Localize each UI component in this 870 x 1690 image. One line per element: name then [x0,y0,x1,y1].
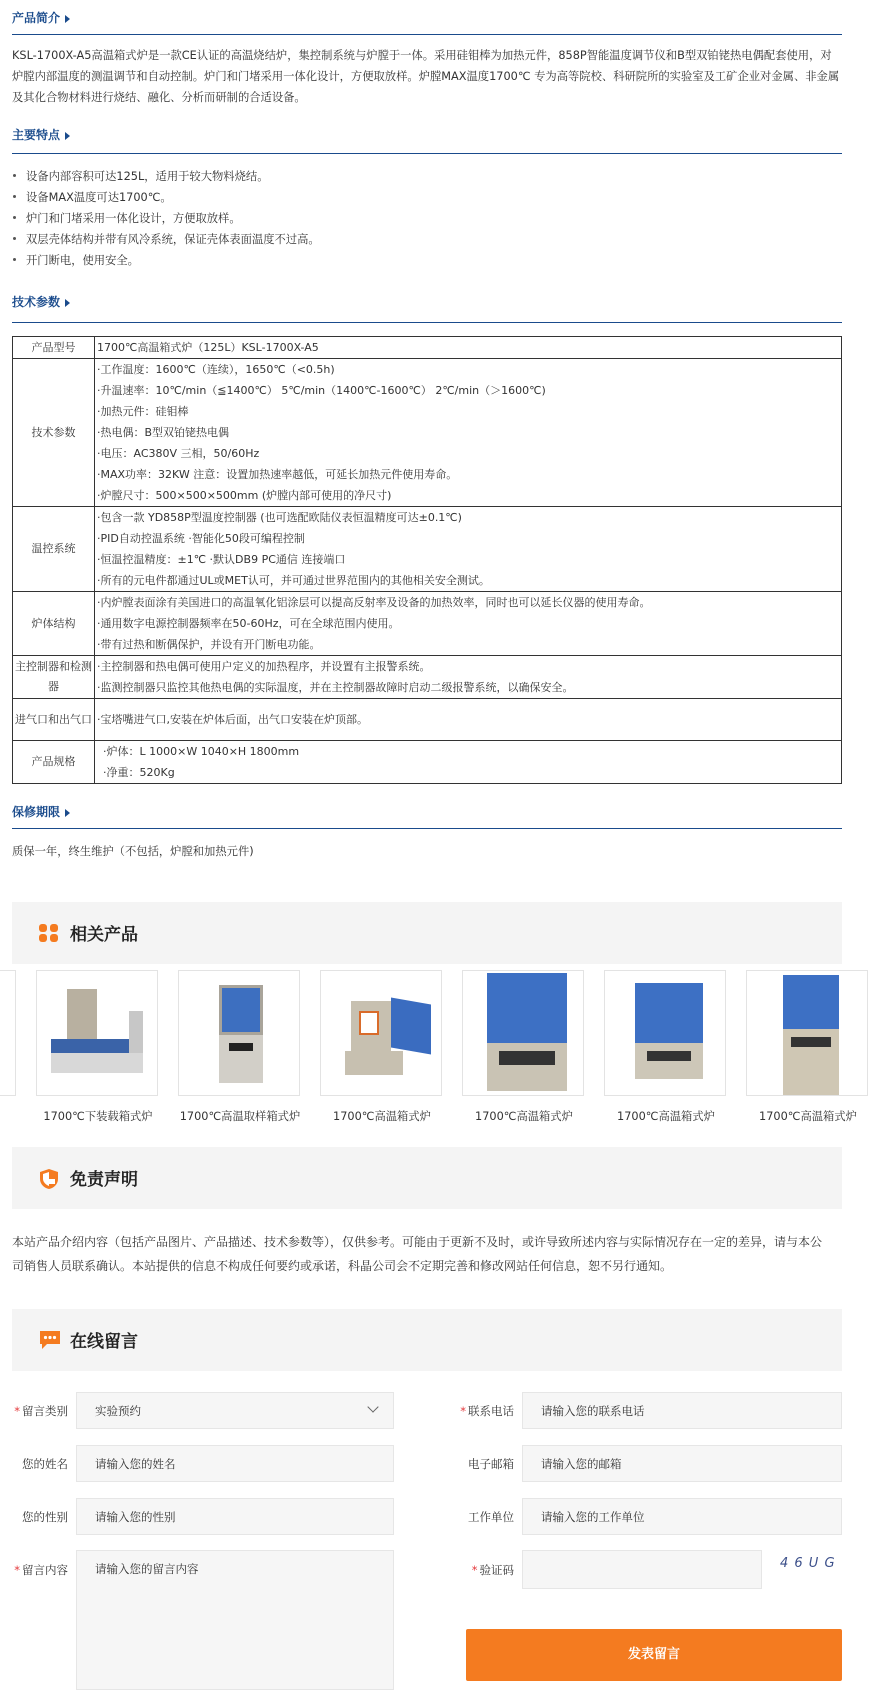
spec-value [95,337,842,359]
spec-key: 技术参数 [13,359,95,507]
message-textarea[interactable]: 请输入您的留言内容 [76,1550,394,1690]
email-label: 电子邮箱 [468,1457,514,1471]
message-label: * 留言内容 [14,1563,68,1577]
spec-line: ·工作温度：1600℃（连续），1650℃（<0.5h) [97,363,335,376]
message-header [12,1309,842,1371]
spec-line: ·MAX功率：32KW 注意：设置加热速率越低，可延长加热元件使用寿命。 [97,468,458,481]
product-name[interactable]: 1700℃高温箱式炉 [333,1110,431,1123]
spec-line: ·带有过热和断偶保护，并设有开门断电功能。 [97,638,321,651]
spec-line: ·恒温控温精度：±1℃ ·默认DB9 PC通信 连接端口 [97,553,346,566]
phone-input[interactable]: 请输入您的联系电话 [522,1392,842,1429]
spec-line: ·主控制器和热电偶可使用户定义的加热程序，并设置有主报警系统。 [97,660,431,673]
spec-value [95,359,842,507]
spec-line: ·通用数字电源控制器频率在50-60Hz，可在全球范围内使用。 [97,617,400,630]
product-name[interactable]: 1700℃高温箱式炉 [617,1110,715,1123]
intro-title: 产品简介 [12,11,61,25]
gender-label: 您的性别 [22,1510,68,1524]
product-image[interactable] [320,970,442,1096]
feature-item: 设备MAX温度可达1700℃。 [12,187,842,208]
product-name[interactable]: 1700℃高温箱式炉 [759,1110,857,1123]
captcha-image[interactable]: 4 6 U G [780,1556,836,1571]
name-input[interactable]: 请输入您的姓名 [76,1445,394,1482]
spec-line: ·内炉膛表面涂有美国进口的高温氧化铝涂层可以提高反射率及设备的加热效率，同时也可以延长仪器的使用寿命。 [97,596,651,609]
product-card[interactable] [178,970,302,1124]
spec-key: 进气口和出气口 [13,699,95,741]
product-card[interactable] [320,970,444,1124]
product-card[interactable] [746,970,870,1124]
triangle-right-icon [65,15,70,23]
table-row [13,592,842,656]
spec-value [95,507,842,592]
features-list [12,166,842,271]
spec-key: 产品规格 [13,741,95,784]
grid-flower-icon [38,923,60,943]
spec-key: 炉体结构 [13,592,95,656]
spec-line: ·监测控制器只监控其他热电偶的实际温度，并在主控制器故障时启动二级报警系统，以确保安全。 [97,681,574,694]
table-row [13,359,842,507]
spec-value [95,699,842,741]
product-name[interactable]: 1700℃高温箱式炉 [475,1110,573,1123]
product-name[interactable]: 1700℃高温取样箱式炉 [179,1110,301,1123]
triangle-right-icon [65,299,70,307]
spec-line: 1700℃高温箱式炉（125L）KSL-1700X-A5 [97,341,319,354]
name-label: 您的姓名 [22,1457,68,1471]
captcha-label: * 验证码 [471,1563,514,1577]
table-row [13,741,842,784]
spec-line: ·电压：AC380V 三相，50/60Hz [97,447,260,460]
category-label: * 留言类别 [14,1404,68,1418]
warranty-text: 质保一年，终生维护（不包括，炉膛和加热元件) [12,845,254,858]
product-image[interactable] [746,970,868,1096]
company-label: 工作单位 [468,1510,514,1524]
product-name[interactable]: 1700℃下装载箱式炉 [43,1110,153,1123]
triangle-right-icon [65,809,70,817]
product-image[interactable] [36,970,158,1096]
spec-value [95,656,842,699]
disclaimer-text: 本站产品介绍内容（包括产品图片、产品描述、技术参数等），仅供参考。可能由于更新不及时，或许导致所述内容与实际情况存在一定的差异，请与本公司销售人员联系确认。本站提供的信息不构成任何要约或承诺，科晶公司会不定期完善和修改网站任何信息，恕不另行通知。 [12,1235,823,1273]
intro-text: KSL-1700X-A5高温箱式炉是一款CE认证的高温烧结炉，集控制系统与炉膛于一体。采用硅钼棒为加热元件，858P智能温度调节仪和B型双铂铑热电偶配套使用，对炉膛内部温度的测温调节和自动控制。炉门和门堵采用一体化设计，方便取放样。炉膛MAX温度1700℃ 专为高等院校、科研院所的实验室及工矿企业对金属、非金属及其化合物材料进行烧结、融化、分析而研制的合适设备。 [12,49,840,104]
features-title: 主要特点 [12,128,61,142]
warranty-title: 保修期限 [12,805,61,819]
product-image[interactable] [604,970,726,1096]
table-row [13,507,842,592]
spec-line: ·PID自动控温系统 ·智能化50段可编程控制 [97,532,305,545]
gender-input[interactable]: 请输入您的性别 [76,1498,394,1535]
product-card[interactable] [462,970,586,1124]
spec-key: 主控制器和检测器 [13,656,95,699]
submit-button[interactable]: 发表留言 [466,1629,842,1681]
chat-bubble-icon [38,1330,62,1350]
spec-line: ·炉体：L 1000×W 1040×H 1800mm [103,745,300,758]
phone-label: * 联系电话 [460,1404,514,1418]
product-card[interactable] [604,970,728,1124]
spec-line: ·加热元件：硅钼棒 [97,405,189,418]
product-image[interactable] [178,970,300,1096]
message-title: 在线留言 [70,1332,138,1352]
spec-key: 温控系统 [13,507,95,592]
table-row [13,337,842,359]
section-title-warranty [12,793,842,829]
spec-key: 产品型号 [13,337,95,359]
company-input[interactable]: 请输入您的工作单位 [522,1498,842,1535]
spec-table [12,336,842,784]
params-title: 技术参数 [12,295,61,309]
spec-line: ·所有的元电件都通过UL或MET认可，并可通过世界范围内的其他相关安全测试。 [97,574,490,587]
spec-line: ·炉膛尺寸：500×500×500mm (炉膛内部可使用的净尺寸) [97,489,392,502]
spec-value [95,592,842,656]
category-value: 实验预约 [95,1404,141,1418]
chevron-down-icon [367,1401,378,1412]
related-header [12,902,842,964]
section-title-intro [12,0,842,35]
table-row [13,699,842,741]
product-image[interactable] [462,970,584,1096]
section-title-params [12,283,842,323]
captcha-input[interactable] [522,1550,762,1589]
spec-line: ·宝塔嘴进气口,安装在炉体后面，出气口安装在炉顶部。 [97,713,368,726]
related-carousel[interactable] [12,960,857,1130]
spec-line: ·包含一款 YD858P型温度控制器 (也可选配欧陆仪表恒温精度可达±0.1℃) [97,511,462,524]
category-select[interactable] [76,1392,394,1429]
disclaimer-title: 免责声明 [70,1170,138,1190]
triangle-right-icon [65,132,70,140]
spec-line: ·升温速率：10℃/min（≦1400℃） 5℃/min（1400℃-1600℃） 2℃/min（＞1600℃) [97,384,546,397]
spec-line: ·净重：520Kg [103,766,175,779]
feature-item: 设备内部容积可达125L，适用于较大物料烧结。 [12,166,842,187]
spec-value [95,741,842,784]
feature-item: 炉门和门堵采用一体化设计，方便取放样。 [12,208,842,229]
feature-item: 开门断电，使用安全。 [12,250,842,271]
feature-item: 双层壳体结构并带有风冷系统，保证壳体表面温度不过高。 [12,229,842,250]
product-image-partial[interactable] [0,970,16,1096]
spec-line: ·热电偶：B型双铂铑热电偶 [97,426,230,439]
shield-icon [38,1168,60,1190]
related-title: 相关产品 [70,925,138,945]
table-row [13,656,842,699]
disclaimer-header [12,1147,842,1209]
email-input[interactable]: 请输入您的邮箱 [522,1445,842,1482]
section-title-features [12,120,842,154]
product-card[interactable] [36,970,160,1124]
